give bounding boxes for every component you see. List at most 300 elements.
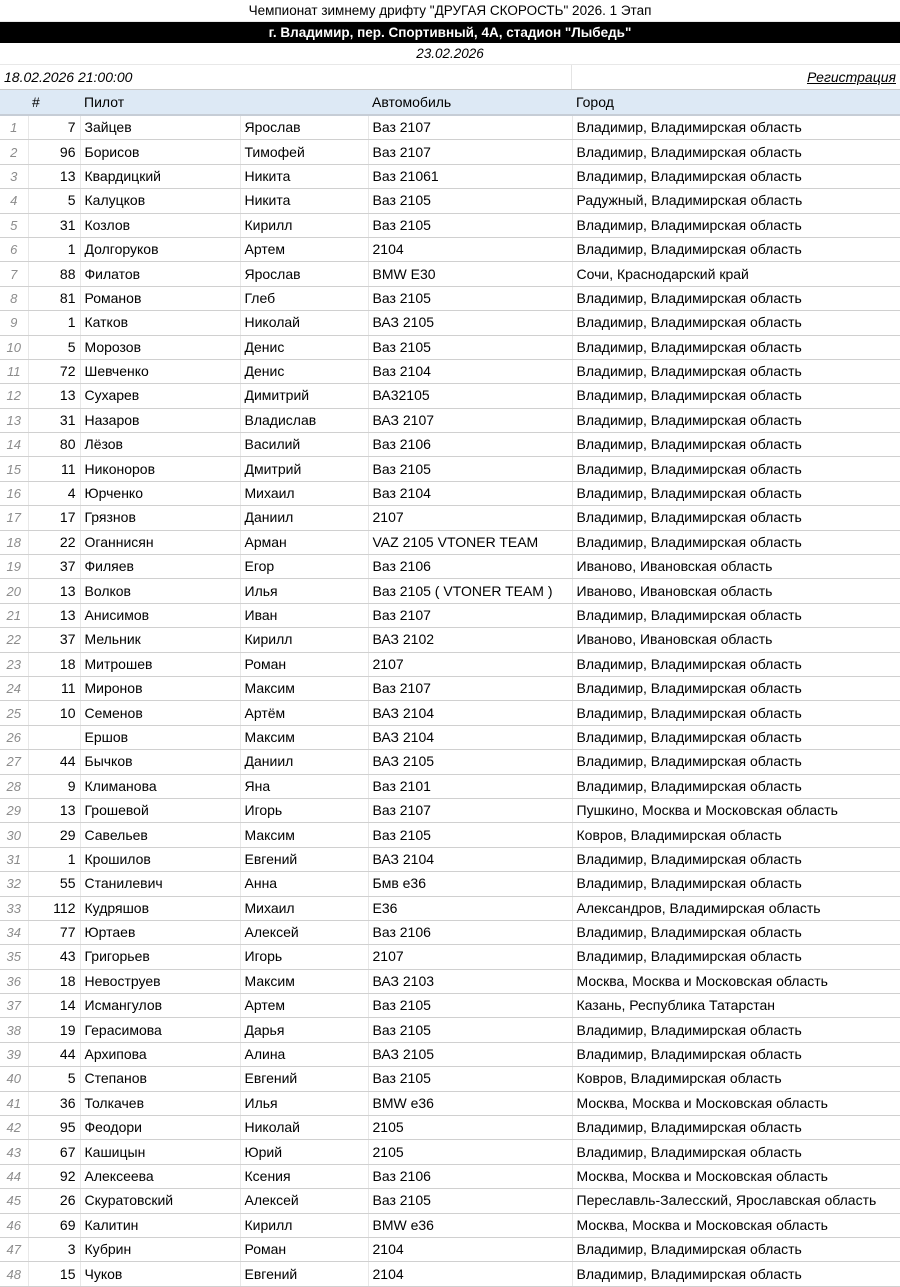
pilot-name: Кирилл	[240, 628, 368, 652]
row-index: 22	[0, 628, 28, 652]
table-row	[0, 774, 900, 798]
pilot-surname: Юртаев	[80, 920, 240, 944]
pilot-surname: Калуцков	[80, 189, 240, 213]
col-header-car: Автомобиль	[368, 90, 572, 115]
pilot-surname: Григорьев	[80, 945, 240, 969]
pilot-surname: Анисимов	[80, 603, 240, 627]
row-index: 36	[0, 969, 28, 993]
row-index: 37	[0, 994, 28, 1018]
pilot-surname: Станилевич	[80, 872, 240, 896]
car-model: Ваз 2107	[368, 140, 572, 164]
table-row	[0, 164, 900, 188]
pilot-name: Даниил	[240, 750, 368, 774]
pilot-surname: Исмангулов	[80, 994, 240, 1018]
registration-link[interactable]: Регистрация	[806, 69, 896, 85]
car-model: ВА32105	[368, 384, 572, 408]
car-number: 92	[28, 1164, 80, 1188]
row-index: 14	[0, 433, 28, 457]
car-model: Ваз 2101	[368, 774, 572, 798]
table-row	[0, 872, 900, 896]
table-row	[0, 115, 900, 140]
pilot-surname: Филатов	[80, 262, 240, 286]
pilot-surname: Зайцев	[80, 115, 240, 140]
meta-row	[0, 65, 900, 90]
venue-banner: г. Владимир, пер. Спортивный, 4А, стадион "Лыбедь"	[0, 22, 900, 43]
car-number: 11	[28, 676, 80, 700]
car-number: 29	[28, 823, 80, 847]
city: Владимир, Владимирская область	[572, 872, 900, 896]
pilot-surname: Назаров	[80, 408, 240, 432]
table-row	[0, 1042, 900, 1066]
car-number: 7	[28, 115, 80, 140]
row-index: 27	[0, 750, 28, 774]
table-row	[0, 1189, 900, 1213]
car-number: 81	[28, 286, 80, 310]
car-number: 69	[28, 1213, 80, 1237]
row-index: 26	[0, 725, 28, 749]
city: Владимир, Владимирская область	[572, 1018, 900, 1042]
car-model: 2105	[368, 1140, 572, 1164]
table-row	[0, 750, 900, 774]
city: Владимир, Владимирская область	[572, 506, 900, 530]
timestamp: 18.02.2026 21:00:00	[0, 65, 572, 89]
pilot-name: Михаил	[240, 896, 368, 920]
car-number: 26	[28, 1189, 80, 1213]
car-number: 67	[28, 1140, 80, 1164]
pilot-surname: Кашицын	[80, 1140, 240, 1164]
car-model: ВАЗ 2104	[368, 847, 572, 871]
table-row	[0, 798, 900, 822]
car-number: 19	[28, 1018, 80, 1042]
city: Москва, Москва и Московская область	[572, 1091, 900, 1115]
car-model: 2104	[368, 1237, 572, 1261]
car-number: 22	[28, 530, 80, 554]
city: Владимир, Владимирская область	[572, 774, 900, 798]
pilot-name: Даниил	[240, 506, 368, 530]
row-index: 16	[0, 481, 28, 505]
car-model: BMW e36	[368, 1213, 572, 1237]
table-row	[0, 1213, 900, 1237]
table-row	[0, 408, 900, 432]
pilot-name: Денис	[240, 335, 368, 359]
pilot-surname: Калитин	[80, 1213, 240, 1237]
city: Переславль-Залесский, Ярославская область	[572, 1189, 900, 1213]
car-model: Ваз 2106	[368, 555, 572, 579]
car-number: 13	[28, 579, 80, 603]
city: Владимир, Владимирская область	[572, 603, 900, 627]
row-index: 41	[0, 1091, 28, 1115]
pilot-surname: Шевченко	[80, 359, 240, 383]
car-number: 1	[28, 847, 80, 871]
event-date: 23.02.2026	[0, 43, 900, 65]
car-number: 18	[28, 652, 80, 676]
pilot-surname: Феодори	[80, 1116, 240, 1140]
pilot-name: Роман	[240, 652, 368, 676]
car-model: Ваз 2105	[368, 1189, 572, 1213]
car-number	[28, 725, 80, 749]
car-model: Ваз 2107	[368, 603, 572, 627]
car-number: 88	[28, 262, 80, 286]
city: Пушкино, Москва и Московская область	[572, 798, 900, 822]
car-model: ВАЗ 2105	[368, 1042, 572, 1066]
table-row	[0, 262, 900, 286]
pilot-name: Максим	[240, 969, 368, 993]
city: Владимир, Владимирская область	[572, 1116, 900, 1140]
car-number: 112	[28, 896, 80, 920]
car-number: 31	[28, 408, 80, 432]
city: Владимир, Владимирская область	[572, 140, 900, 164]
pilot-name: Анна	[240, 872, 368, 896]
row-index: 31	[0, 847, 28, 871]
city: Владимир, Владимирская область	[572, 335, 900, 359]
pilot-surname: Грошевой	[80, 798, 240, 822]
pilot-name: Тимофей	[240, 140, 368, 164]
city: Владимир, Владимирская область	[572, 115, 900, 140]
row-index: 3	[0, 164, 28, 188]
table-row	[0, 384, 900, 408]
city: Владимир, Владимирская область	[572, 408, 900, 432]
city: Владимир, Владимирская область	[572, 1042, 900, 1066]
pilot-surname: Чуков	[80, 1262, 240, 1286]
city: Владимир, Владимирская область	[572, 481, 900, 505]
car-number: 43	[28, 945, 80, 969]
city: Владимир, Владимирская область	[572, 750, 900, 774]
pilot-surname: Катков	[80, 311, 240, 335]
car-number: 14	[28, 994, 80, 1018]
city: Владимир, Владимирская область	[572, 311, 900, 335]
car-number: 13	[28, 384, 80, 408]
car-model: Ваз 2104	[368, 481, 572, 505]
car-model: Ваз 2106	[368, 1164, 572, 1188]
row-index: 6	[0, 237, 28, 261]
car-number: 13	[28, 603, 80, 627]
car-model: Ваз 2105	[368, 213, 572, 237]
table-row	[0, 1237, 900, 1261]
table-row	[0, 286, 900, 310]
car-model: Ваз 2105	[368, 335, 572, 359]
car-model: ВАЗ 2107	[368, 408, 572, 432]
row-index: 29	[0, 798, 28, 822]
car-model: Ваз 2105	[368, 994, 572, 1018]
pilot-name: Евгений	[240, 1067, 368, 1091]
pilot-surname: Козлов	[80, 213, 240, 237]
city: Владимир, Владимирская область	[572, 1140, 900, 1164]
city: Владимир, Владимирская область	[572, 1237, 900, 1261]
table-header-row	[0, 90, 900, 115]
table-row	[0, 311, 900, 335]
car-model: ВАЗ 2102	[368, 628, 572, 652]
pilot-surname: Филяев	[80, 555, 240, 579]
pilot-name: Яна	[240, 774, 368, 798]
pilot-name: Ярослав	[240, 115, 368, 140]
row-index: 8	[0, 286, 28, 310]
city: Иваново, Ивановская область	[572, 555, 900, 579]
pilot-surname: Толкачев	[80, 1091, 240, 1115]
car-number: 55	[28, 872, 80, 896]
pilot-surname: Миронов	[80, 676, 240, 700]
table-row	[0, 335, 900, 359]
car-number: 5	[28, 335, 80, 359]
table-row	[0, 213, 900, 237]
city: Владимир, Владимирская область	[572, 286, 900, 310]
col-header-index	[0, 90, 28, 115]
row-index: 34	[0, 920, 28, 944]
car-number: 77	[28, 920, 80, 944]
pilot-name: Игорь	[240, 945, 368, 969]
pilot-name: Максим	[240, 823, 368, 847]
pilot-name: Николай	[240, 311, 368, 335]
row-index: 10	[0, 335, 28, 359]
car-model: Ваз 2105	[368, 1018, 572, 1042]
pilot-name: Михаил	[240, 481, 368, 505]
table-row	[0, 1018, 900, 1042]
city: Владимир, Владимирская область	[572, 920, 900, 944]
car-model: 2107	[368, 945, 572, 969]
pilot-surname: Невоструев	[80, 969, 240, 993]
table-row	[0, 1067, 900, 1091]
pilot-name: Глеб	[240, 286, 368, 310]
pilot-surname: Мельник	[80, 628, 240, 652]
car-model: Ваз 2107	[368, 798, 572, 822]
city: Владимир, Владимирская область	[572, 676, 900, 700]
row-index: 21	[0, 603, 28, 627]
city: Владимир, Владимирская область	[572, 847, 900, 871]
table-row	[0, 530, 900, 554]
row-index: 45	[0, 1189, 28, 1213]
pilot-surname: Сухарев	[80, 384, 240, 408]
row-index: 13	[0, 408, 28, 432]
city: Владимир, Владимирская область	[572, 701, 900, 725]
city: Владимир, Владимирская область	[572, 1262, 900, 1286]
table-row	[0, 969, 900, 993]
table-row	[0, 676, 900, 700]
table-row	[0, 1116, 900, 1140]
row-index: 23	[0, 652, 28, 676]
row-index: 32	[0, 872, 28, 896]
pilot-surname: Архипова	[80, 1042, 240, 1066]
pilot-surname: Степанов	[80, 1067, 240, 1091]
pilot-surname: Крошилов	[80, 847, 240, 871]
city: Иваново, Ивановская область	[572, 628, 900, 652]
pilot-surname: Скуратовский	[80, 1189, 240, 1213]
pilot-surname: Савельев	[80, 823, 240, 847]
car-model: Е36	[368, 896, 572, 920]
table-row	[0, 920, 900, 944]
pilot-name: Арман	[240, 530, 368, 554]
city: Владимир, Владимирская область	[572, 725, 900, 749]
pilot-surname: Алексеева	[80, 1164, 240, 1188]
pilot-name: Егор	[240, 555, 368, 579]
car-model: ВАЗ 2104	[368, 725, 572, 749]
car-number: 1	[28, 311, 80, 335]
car-model: Ваз 2105	[368, 823, 572, 847]
row-index: 15	[0, 457, 28, 481]
car-model: Ваз 2105 ( VTONER TEAM )	[368, 579, 572, 603]
city: Владимир, Владимирская область	[572, 237, 900, 261]
row-index: 46	[0, 1213, 28, 1237]
col-header-name	[240, 90, 368, 115]
pilot-name: Алексей	[240, 1189, 368, 1213]
row-index: 2	[0, 140, 28, 164]
pilot-surname: Семенов	[80, 701, 240, 725]
pilot-name: Илья	[240, 1091, 368, 1115]
city: Владимир, Владимирская область	[572, 652, 900, 676]
car-number: 11	[28, 457, 80, 481]
car-model: Ваз 2105	[368, 457, 572, 481]
car-number: 72	[28, 359, 80, 383]
car-number: 13	[28, 164, 80, 188]
row-index: 35	[0, 945, 28, 969]
pilot-name: Артем	[240, 994, 368, 1018]
table-row	[0, 579, 900, 603]
car-model: ВАЗ 2103	[368, 969, 572, 993]
city: Москва, Москва и Московская область	[572, 969, 900, 993]
table-row	[0, 945, 900, 969]
pilot-surname: Кубрин	[80, 1237, 240, 1261]
table-row	[0, 652, 900, 676]
table-row	[0, 823, 900, 847]
car-number: 44	[28, 750, 80, 774]
pilot-name: Илья	[240, 579, 368, 603]
row-index: 11	[0, 359, 28, 383]
car-model: 2105	[368, 1116, 572, 1140]
row-index: 47	[0, 1237, 28, 1261]
pilot-name: Артем	[240, 237, 368, 261]
city: Иваново, Ивановская область	[572, 579, 900, 603]
car-model: 2107	[368, 652, 572, 676]
pilot-name: Юрий	[240, 1140, 368, 1164]
pilot-name: Николай	[240, 1116, 368, 1140]
pilot-name: Дарья	[240, 1018, 368, 1042]
table-row	[0, 603, 900, 627]
row-index: 19	[0, 555, 28, 579]
car-number: 3	[28, 1237, 80, 1261]
table-row	[0, 555, 900, 579]
table-row	[0, 433, 900, 457]
city: Владимир, Владимирская область	[572, 530, 900, 554]
city: Александров, Владимирская область	[572, 896, 900, 920]
pilot-surname: Кудряшов	[80, 896, 240, 920]
car-model: Ваз 2105	[368, 1067, 572, 1091]
city: Владимир, Владимирская область	[572, 384, 900, 408]
pilot-name: Игорь	[240, 798, 368, 822]
table-row	[0, 237, 900, 261]
row-index: 18	[0, 530, 28, 554]
pilot-name: Ярослав	[240, 262, 368, 286]
car-number: 5	[28, 189, 80, 213]
table-row	[0, 1164, 900, 1188]
pilot-surname: Волков	[80, 579, 240, 603]
table-row	[0, 1262, 900, 1286]
row-index: 33	[0, 896, 28, 920]
table-row	[0, 701, 900, 725]
city: Владимир, Владимирская область	[572, 945, 900, 969]
pilot-name: Кирилл	[240, 1213, 368, 1237]
car-number: 5	[28, 1067, 80, 1091]
row-index: 24	[0, 676, 28, 700]
car-number: 13	[28, 798, 80, 822]
table-row	[0, 994, 900, 1018]
pilot-name: Максим	[240, 676, 368, 700]
city: Ковров, Владимирская область	[572, 823, 900, 847]
pilot-name: Алексей	[240, 920, 368, 944]
pilot-name: Максим	[240, 725, 368, 749]
car-model: BMW E30	[368, 262, 572, 286]
city: Москва, Москва и Московская область	[572, 1213, 900, 1237]
car-model: Ваз 2105	[368, 189, 572, 213]
car-number: 4	[28, 481, 80, 505]
city: Сочи, Краснодарский край	[572, 262, 900, 286]
row-index: 40	[0, 1067, 28, 1091]
car-model: VAZ 2105 VTONER TEAM	[368, 530, 572, 554]
pilot-surname: Квардицкий	[80, 164, 240, 188]
car-model: ВАЗ 2105	[368, 750, 572, 774]
pilot-name: Денис	[240, 359, 368, 383]
pilot-name: Евгений	[240, 847, 368, 871]
city: Владимир, Владимирская область	[572, 433, 900, 457]
city: Радужный, Владимирская область	[572, 189, 900, 213]
car-model: Ваз 2104	[368, 359, 572, 383]
pilot-surname: Климанова	[80, 774, 240, 798]
car-number: 36	[28, 1091, 80, 1115]
pilot-name: Кирилл	[240, 213, 368, 237]
city: Владимир, Владимирская область	[572, 359, 900, 383]
city: Владимир, Владимирская область	[572, 164, 900, 188]
pilot-surname: Бычков	[80, 750, 240, 774]
table-row	[0, 359, 900, 383]
car-number: 15	[28, 1262, 80, 1286]
car-model: ВАЗ 2104	[368, 701, 572, 725]
row-index: 25	[0, 701, 28, 725]
pilot-name: Ксения	[240, 1164, 368, 1188]
row-index: 5	[0, 213, 28, 237]
pilot-name: Владислав	[240, 408, 368, 432]
table-row	[0, 189, 900, 213]
row-index: 42	[0, 1116, 28, 1140]
page-title: Чемпионат зимнему дрифту "ДРУГАЯ СКОРОСТЬ" 2026. 1 Этап	[0, 0, 900, 22]
pilot-surname: Никоноров	[80, 457, 240, 481]
car-number: 95	[28, 1116, 80, 1140]
table-row	[0, 896, 900, 920]
pilot-name: Артём	[240, 701, 368, 725]
car-number: 44	[28, 1042, 80, 1066]
table-row	[0, 481, 900, 505]
car-model: Ваз 2105	[368, 286, 572, 310]
car-model: 2104	[368, 237, 572, 261]
row-index: 48	[0, 1262, 28, 1286]
car-number: 37	[28, 628, 80, 652]
pilot-surname: Митрошев	[80, 652, 240, 676]
pilot-name: Никита	[240, 164, 368, 188]
city: Ковров, Владимирская область	[572, 1067, 900, 1091]
row-index: 12	[0, 384, 28, 408]
car-number: 31	[28, 213, 80, 237]
city: Казань, Республика Татарстан	[572, 994, 900, 1018]
car-number: 37	[28, 555, 80, 579]
table-row	[0, 628, 900, 652]
city: Владимир, Владимирская область	[572, 213, 900, 237]
car-number: 18	[28, 969, 80, 993]
car-model: BMW e36	[368, 1091, 572, 1115]
table-row	[0, 1140, 900, 1164]
participants-table	[0, 90, 900, 1287]
car-number: 96	[28, 140, 80, 164]
table-row	[0, 140, 900, 164]
row-index: 28	[0, 774, 28, 798]
row-index: 1	[0, 115, 28, 140]
pilot-surname: Долгоруков	[80, 237, 240, 261]
table-body	[0, 115, 900, 1286]
